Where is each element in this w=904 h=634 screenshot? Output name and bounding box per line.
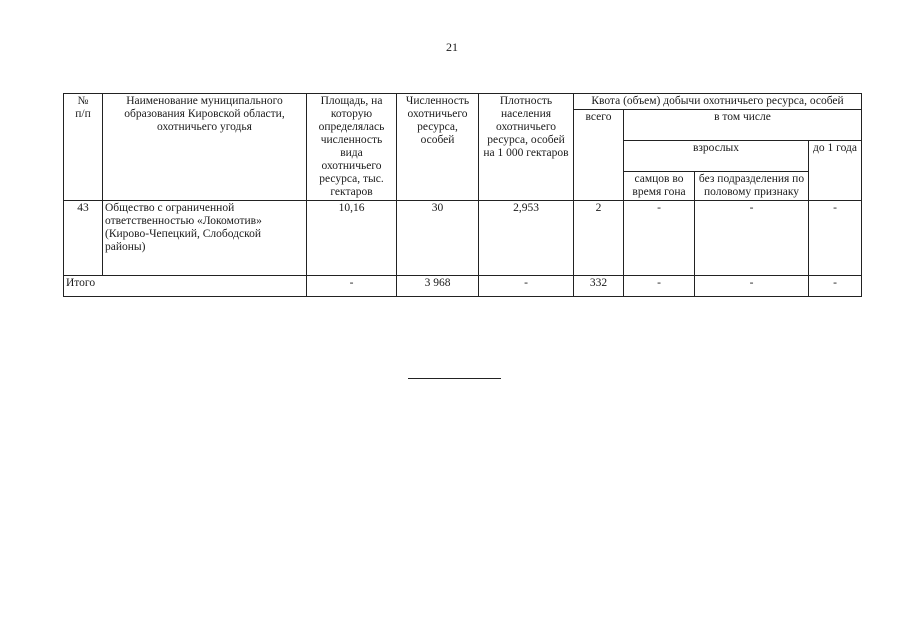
quota-table (63, 93, 862, 297)
header-row-1 (64, 94, 862, 110)
header-name: Наименование муниципального образования Кировской области, охотничьего угодья (103, 94, 307, 201)
total-no-sex-split: - (695, 276, 809, 297)
total-area: - (307, 276, 397, 297)
total-row (64, 276, 862, 297)
table-row (64, 201, 862, 276)
total-males-rut: - (624, 276, 695, 297)
header-area: Площадь, на которую определялась численность вида охотничьего ресурса, тыс. гектаров (307, 94, 397, 201)
cell-name: Общество с ограниченной ответственностью «Локомотив» (Кирово-Чепецкий, Слободской районы) (103, 201, 307, 276)
page-number: 21 (446, 40, 458, 54)
header-under-one-year: до 1 года (809, 141, 862, 201)
header-adults: взрослых (624, 141, 809, 172)
cell-num: 43 (64, 201, 103, 276)
header-total: всего (574, 110, 624, 201)
header-num: № п/п (64, 94, 103, 201)
header-including: в том числе (624, 110, 862, 141)
cell-density: 2,953 (479, 201, 574, 276)
cell-population: 30 (397, 201, 479, 276)
header-no-sex-split: без подразделения по половому признаку (695, 172, 809, 201)
cell-males-rut: - (624, 201, 695, 276)
total-density: - (479, 276, 574, 297)
total-total: 332 (574, 276, 624, 297)
cell-under-one-year: - (809, 201, 862, 276)
cell-total: 2 (574, 201, 624, 276)
total-under-one-year: - (809, 276, 862, 297)
header-population: Численность охотничьего ресурса, особей (397, 94, 479, 201)
cell-no-sex-split: - (695, 201, 809, 276)
total-population: 3 968 (397, 276, 479, 297)
total-label: Итого (64, 276, 307, 297)
cell-area: 10,16 (307, 201, 397, 276)
separator-line (408, 378, 501, 379)
header-quota: Квота (объем) добычи охотничьего ресурса, особей (574, 94, 862, 110)
header-density: Плотность населения охотничьего ресурса, особей на 1 000 гектаров (479, 94, 574, 201)
header-males-rut: самцов во время гона (624, 172, 695, 201)
